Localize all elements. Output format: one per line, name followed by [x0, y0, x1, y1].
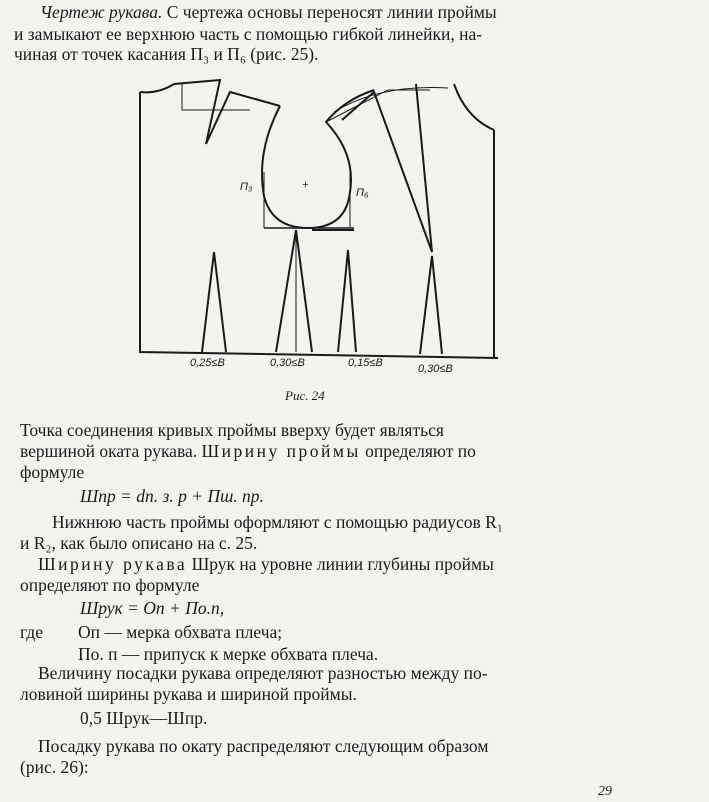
definition-1-text: Оп — мерка обхвата плеча; — [78, 622, 283, 642]
center-mark: + — [302, 179, 309, 191]
figure-caption: Рис. 24 — [285, 388, 325, 403]
paragraph-3-line-1 — [38, 554, 494, 574]
back-waist-dart — [202, 252, 226, 352]
paragraph-3-text: Шрук на уровне линии глубины проймы — [187, 554, 494, 574]
definition-1 — [20, 622, 283, 642]
back-neckline — [140, 84, 174, 92]
front-neckline — [454, 84, 494, 130]
paragraph-3-line-2: определяют по формуле — [20, 575, 200, 595]
page-number: 29 — [598, 784, 612, 799]
intro-line-1 — [40, 2, 497, 22]
dart-label-4: 0,30≤В — [418, 363, 453, 375]
back-side-line — [140, 92, 498, 358]
definition-prefix: где — [20, 622, 43, 642]
front-shoulder-dart — [342, 84, 432, 252]
armhole-curve — [262, 90, 374, 228]
paragraph-1-line-2 — [20, 441, 476, 461]
intro-heading: Чертеж рукава. — [40, 2, 163, 22]
paragraph-1-text-a: вершиной оката рукава. — [20, 441, 202, 461]
paragraph-1-line-3: формуле — [20, 462, 85, 482]
point-label-p3: П₃ — [240, 181, 253, 193]
term-armhole-width: Ширину проймы — [201, 441, 361, 461]
paragraph-1-line-1: Точка соединения кривых проймы вверху будет являться — [20, 420, 444, 440]
dart-label-3: 0,15≤В — [348, 357, 383, 369]
paragraph-2-line-2: и R₂, как было описано на с. 25. — [20, 533, 258, 553]
side-dart-2 — [338, 250, 356, 352]
dart-label-1: 0,25≤В — [190, 357, 225, 369]
paragraph-4-line-1: Величину посадки рукава определяют разностью между по- — [38, 663, 488, 683]
intro-line-2: и замыкают ее верхнюю часть с помощью гибкой линейки, на- — [14, 24, 483, 44]
formula-armhole-width: Шпр = dп. з. р + Пш. пр. — [80, 486, 264, 506]
paragraph-2-line-1: Нижнюю часть проймы оформляют с помощью радиусов R₁ — [52, 512, 503, 532]
front-waist-dart — [420, 256, 442, 354]
paragraph-4-line-2: ловиной ширины рукава и шириной проймы. — [20, 684, 357, 704]
intro-line-1-text: С чертежа основы переносят линии проймы — [162, 2, 497, 22]
paragraph-5-line-1: Посадку рукава по окату распределяют следующим образом — [38, 736, 489, 756]
back-shoulder-dart — [174, 80, 280, 144]
formula-ease: 0,5 Шрук—Шпр. — [80, 708, 208, 728]
dart-label-2: 0,30≤В — [270, 357, 305, 369]
term-sleeve-width: Ширину рукава — [38, 554, 188, 574]
paragraph-1-text-b: определяют по — [360, 441, 476, 461]
intro-line-3: чиная от точек касания П₃ и П₆ (рис. 25). — [14, 44, 319, 64]
side-dart — [276, 230, 312, 352]
formula-sleeve-width: Шрук = Оп + По.п, — [80, 598, 225, 618]
definition-2: По. п — припуск к мерке обхвата плеча. — [78, 644, 379, 664]
pattern-drawing — [130, 60, 510, 380]
point-label-p6: П₆ — [356, 187, 369, 199]
paragraph-5-line-2: (рис. 26): — [20, 757, 89, 777]
